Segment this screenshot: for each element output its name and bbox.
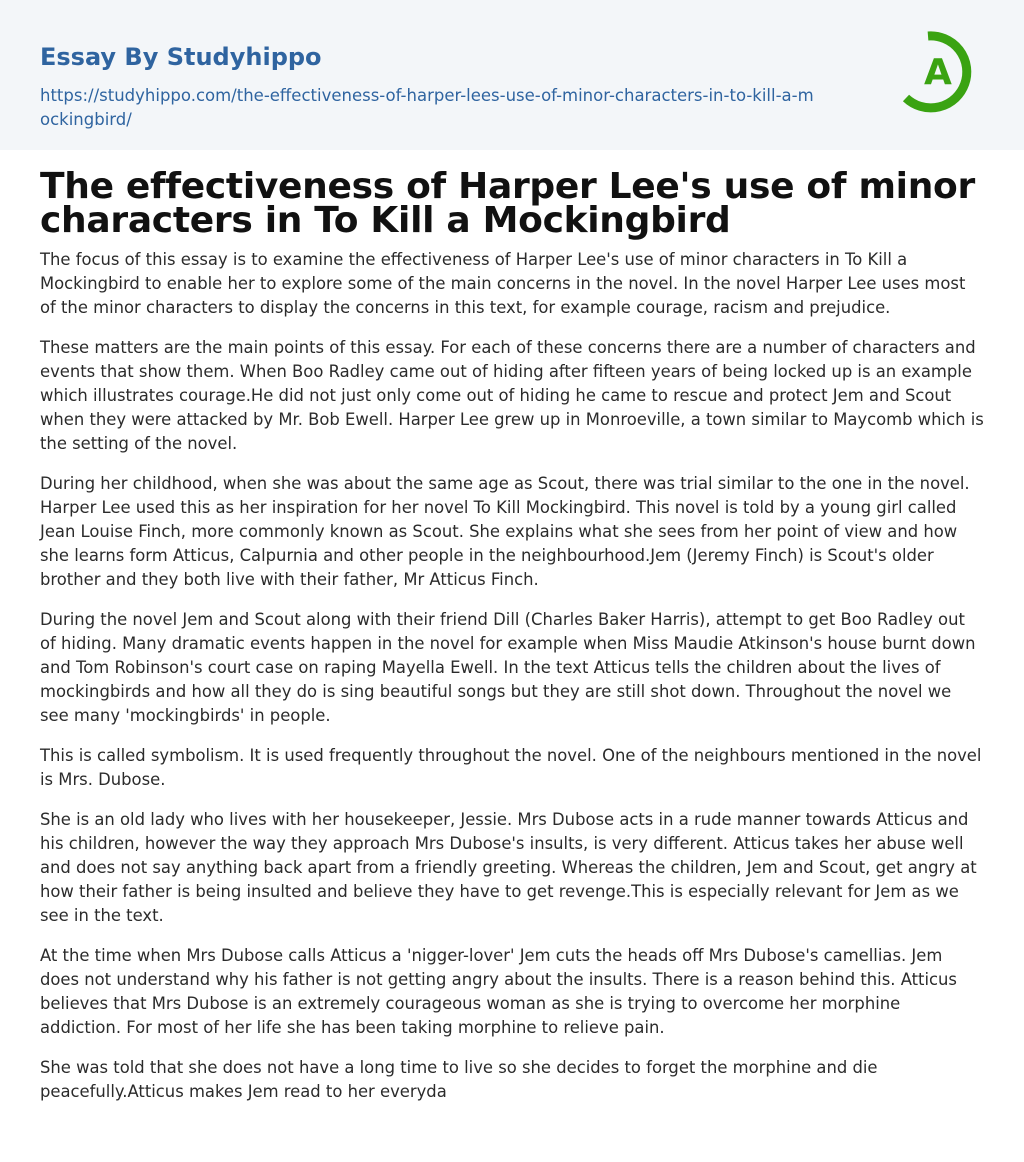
essay-paragraph: During her childhood, when she was about the same age as Scout, there was trial similar to the one in the novel. Harper Lee used this as her inspiration for her novel To Kill Mockingbird. This novel is told by a young girl called Jean Louise Finch, more commonly known as Scout. She explains what she sees from her point of view and how she learns form Atticus, Calpurnia and other people in the neighbourhood.Jem (Jeremy Finch) is Scout's older brother and they both live with their father, Mr Atticus Finch. <box>40 474 970 589</box>
essay-body <box>40 248 984 1104</box>
essay-paragraph: These matters are the main points of this essay. For each of these concerns there are a number of characters and events that show them. When Boo Radley came out of hiding after fifteen years of being locked up is an example which illustrates courage.He did not just only come out of hiding he came to rescue and protect Jem and Scout when they were attacked by Mr. Bob Ewell. Harper Lee grew up in Monroeville, a town similar to Maycomb which is the setting of the novel. <box>40 338 984 453</box>
site-brand: Essay By Studyhippo <box>40 43 322 71</box>
studyhippo-logo-icon <box>898 28 986 116</box>
logo-letter: A <box>924 52 952 93</box>
essay-title: The effectiveness of Harper Lee's use of minor characters in To Kill a Mockingbird <box>40 166 975 241</box>
essay-paragraph: The focus of this essay is to examine the effectiveness of Harper Lee's use of minor characters in To Kill a Mockingbird to enable her to explore some of the main concerns in the novel. In the novel Harper Lee uses most of the minor characters to display the concerns in this text, for example courage, racism and prejudice. <box>40 250 966 317</box>
site-header <box>0 0 1024 150</box>
essay-paragraph: She is an old lady who lives with her housekeeper, Jessie. Mrs Dubose acts in a rude manner towards Atticus and his children, however the way they approach Mrs Dubose's insults, is very different. Atticus takes her abuse well and does not say anything back apart from a friendly greeting. Whereas the children, Jem and Scout, get angry at how their father is being insulted and believe they have to get revenge.This is especially relevant for Jem as we see in the text. <box>40 810 977 925</box>
essay-paragraph: During the novel Jem and Scout along with their friend Dill (Charles Baker Harris), attempt to get Boo Radley out of hiding. Many dramatic events happen in the novel for example when Miss Maudie Atkinson's house burnt down and Tom Robinson's court case on raping Mayella Ewell. In the text Atticus tells the children about the lives of mockingbirds and how all they do is sing beautiful songs but they are still shot down. Throughout the novel we see many 'mockingbirds' in people. <box>40 610 976 725</box>
essay-paragraph: This is called symbolism. It is used frequently throughout the novel. One of the neighbours mentioned in the novel is Mrs. Dubose. <box>40 746 982 789</box>
essay-content <box>0 166 1024 1104</box>
source-url-link[interactable]: https://studyhippo.com/the-effectiveness-of-harper-lees-use-of-minor-characters-in-to-kill-a-mockingbird/ <box>40 86 814 129</box>
essay-paragraph: She was told that she does not have a long time to live so she decides to forget the morphine and die peacefully.Atticus makes Jem read to her everyda <box>40 1058 878 1101</box>
essay-paragraph: At the time when Mrs Dubose calls Atticus a 'nigger-lover' Jem cuts the heads off Mrs Dubose's camellias. Jem does not understand why his father is not getting angry about the insults. There is a reason behind this. Atticus believes that Mrs Dubose is an extremely courageous woman as she is trying to overcome her morphine addiction. For most of her life she has been taking morphine to relieve pain. <box>40 946 957 1037</box>
